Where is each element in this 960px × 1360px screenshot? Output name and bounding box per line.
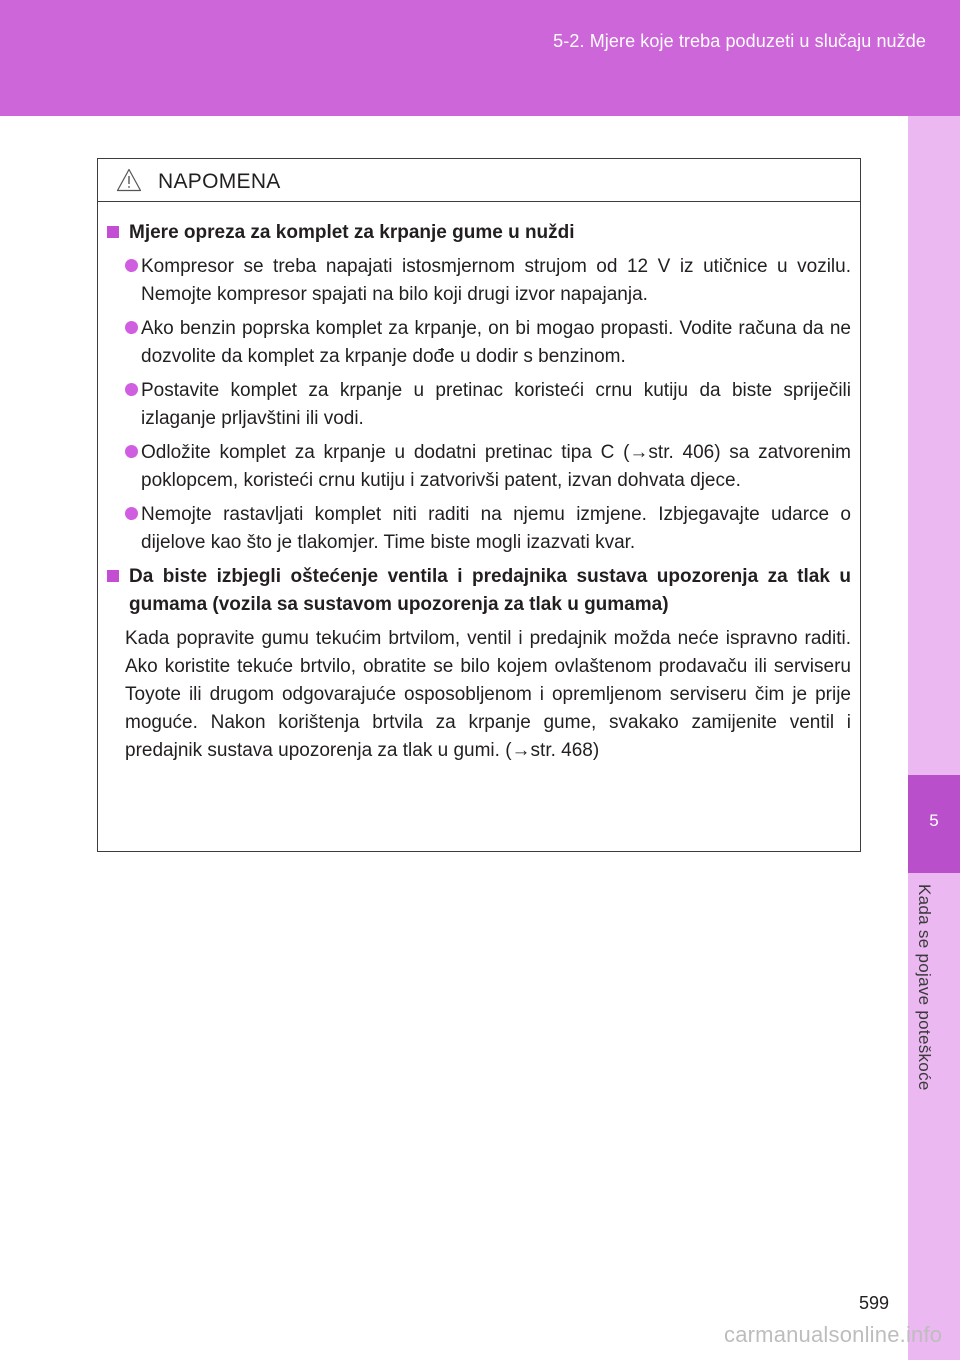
square-bullet-icon: [107, 570, 119, 582]
chapter-number: 5: [929, 811, 939, 830]
section-heading-text: Mjere opreza za komplet za krpanje gume u nuždi: [129, 222, 575, 243]
round-bullet-icon: [125, 507, 138, 520]
list-item: [107, 315, 851, 371]
warning-triangle-icon: [116, 168, 142, 192]
list-item-text: Kompresor se treba napajati istosmjernom strujom od 12 V iz utičnice u vozilu. Nemojte kompresor spajati na bilo koji drugi izvor napajanja.: [141, 256, 851, 305]
list-item-text: Odložite komplet za krpanje u dodatni pretinac tipa C (→str. 406) sa zatvorenim poklopcem, koristeći crnu kutiju i zatvorivši patent, izvan dohvata djece.: [141, 442, 851, 491]
notice-title: NAPOMENA: [158, 170, 281, 193]
chapter-number-box: [908, 775, 960, 873]
section-paragraph: Kada popravite gumu tekućim brtvilom, ventil i predajnik možda neće ispravno raditi. Ako koristite tekuće brtvilo, obratite se bilo kojem ovlaštenom prodavaču ili serviseru Toyote ili drugom odgovarajuće osposobljenom i opremljenom serviseru čim je prije moguće. Nakon korištenja brtvila za krpanje gume, svakako zamijenite ventil i predajnik sustava upozorenja za tlak u gumi. (→str. 468): [125, 628, 851, 761]
chapter-title: Kada se pojave poteškoće: [915, 884, 934, 1091]
list-item-text: Nemojte rastavljati komplet niti raditi na njemu izmjene. Izbjegavajte udarce o dijelove kao što je tlakomjer. Time biste mogli izazvati kvar.: [141, 504, 851, 553]
list-item-text: Ako benzin poprska komplet za krpanje, on bi mogao propasti. Vodite računa da ne dozvolite da komplet za krpanje dođe u dodir s benzinom.: [141, 318, 851, 367]
section-heading: [107, 563, 851, 619]
chapter-side-tab: [908, 116, 960, 1360]
notice-body: [98, 202, 860, 765]
section-heading: [107, 219, 851, 247]
section-header: 5-2. Mjere koje treba poduzeti u slučaju nužde: [553, 31, 926, 51]
list-item-text: Postavite komplet za krpanje u pretinac koristeći crnu kutiju da biste spriječili izlaganje prljavštini ili vodi.: [141, 380, 851, 429]
header-band: [0, 0, 960, 116]
notice-header: [98, 159, 860, 202]
list-item: [107, 253, 851, 309]
round-bullet-icon: [125, 445, 138, 458]
round-bullet-icon: [125, 259, 138, 272]
list-item: [107, 501, 851, 557]
round-bullet-icon: [125, 321, 138, 334]
round-bullet-icon: [125, 383, 138, 396]
page-number: 599: [859, 1293, 890, 1313]
list-item: [107, 439, 851, 495]
section-heading-text: Da biste izbjegli oštećenje ventila i predajnika sustava upozorenja za tlak u gumama (vozila sa sustavom upozorenja za tlak u gumama): [129, 566, 851, 615]
square-bullet-icon: [107, 226, 119, 238]
list-item: [107, 377, 851, 433]
notice-box: [97, 158, 861, 852]
watermark-link[interactable]: carmanualsonline.info: [724, 1322, 943, 1347]
